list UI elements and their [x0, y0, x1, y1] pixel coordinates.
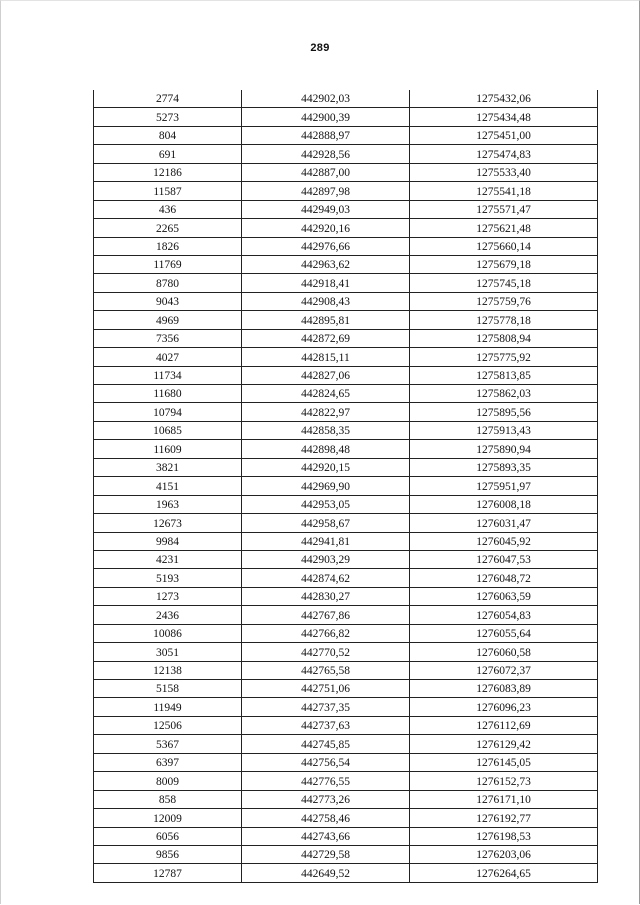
x-coordinate-cell: 442941,81 — [242, 532, 410, 550]
point-number-cell: 4027 — [94, 348, 242, 366]
table-row — [94, 569, 598, 587]
table-row — [94, 237, 598, 255]
x-coordinate-cell: 442918,41 — [242, 274, 410, 292]
point-number-cell: 10086 — [94, 624, 242, 642]
table-row — [94, 145, 598, 163]
table-row — [94, 661, 598, 679]
point-number-cell: 5193 — [94, 569, 242, 587]
point-number-cell: 11609 — [94, 440, 242, 458]
table-row — [94, 477, 598, 495]
point-number-cell: 12009 — [94, 809, 242, 827]
x-coordinate-cell: 442920,15 — [242, 458, 410, 476]
y-coordinate-cell: 1276198,53 — [410, 827, 598, 845]
table-row — [94, 827, 598, 845]
y-coordinate-cell: 1275813,85 — [410, 366, 598, 384]
table-row — [94, 421, 598, 439]
y-coordinate-cell: 1276112,69 — [410, 716, 598, 734]
table-row — [94, 587, 598, 605]
table-row — [94, 790, 598, 808]
point-number-cell: 11769 — [94, 255, 242, 273]
x-coordinate-cell: 442773,26 — [242, 790, 410, 808]
point-number-cell: 11734 — [94, 366, 242, 384]
point-number-cell: 1273 — [94, 587, 242, 605]
x-coordinate-cell: 442737,63 — [242, 716, 410, 734]
y-coordinate-cell: 1276145,05 — [410, 753, 598, 771]
y-coordinate-cell: 1276264,65 — [410, 864, 598, 882]
y-coordinate-cell: 1275571,47 — [410, 200, 598, 218]
x-coordinate-cell: 442649,52 — [242, 864, 410, 882]
table-row — [94, 385, 598, 403]
table-row — [94, 680, 598, 698]
y-coordinate-cell: 1276203,06 — [410, 845, 598, 863]
point-number-cell: 12186 — [94, 163, 242, 181]
y-coordinate-cell: 1275621,48 — [410, 219, 598, 237]
y-coordinate-cell: 1275474,83 — [410, 145, 598, 163]
x-coordinate-cell: 442815,11 — [242, 348, 410, 366]
table-row — [94, 200, 598, 218]
table-row — [94, 532, 598, 550]
x-coordinate-cell: 442822,97 — [242, 403, 410, 421]
y-coordinate-cell: 1275893,35 — [410, 458, 598, 476]
page-number: 289 — [310, 42, 330, 54]
point-number-cell: 8780 — [94, 274, 242, 292]
table-row — [94, 495, 598, 513]
table-row — [94, 772, 598, 790]
point-number-cell: 12138 — [94, 661, 242, 679]
y-coordinate-cell: 1276055,64 — [410, 624, 598, 642]
point-number-cell: 12673 — [94, 514, 242, 532]
x-coordinate-cell: 442888,97 — [242, 126, 410, 144]
point-number-cell: 8009 — [94, 772, 242, 790]
y-coordinate-cell: 1275451,00 — [410, 126, 598, 144]
table-row — [94, 753, 598, 771]
x-coordinate-cell: 442766,82 — [242, 624, 410, 642]
y-coordinate-cell: 1276031,47 — [410, 514, 598, 532]
y-coordinate-cell: 1275541,18 — [410, 182, 598, 200]
point-number-cell: 2265 — [94, 219, 242, 237]
x-coordinate-cell: 442908,43 — [242, 292, 410, 310]
table-row — [94, 366, 598, 384]
table-row — [94, 348, 598, 366]
y-coordinate-cell: 1275808,94 — [410, 329, 598, 347]
point-number-cell: 2774 — [94, 90, 242, 108]
table-row — [94, 864, 598, 882]
table-row — [94, 698, 598, 716]
point-number-cell: 9856 — [94, 845, 242, 863]
y-coordinate-cell: 1275895,56 — [410, 403, 598, 421]
x-coordinate-cell: 442900,39 — [242, 108, 410, 126]
x-coordinate-cell: 442776,55 — [242, 772, 410, 790]
x-coordinate-cell: 442751,06 — [242, 680, 410, 698]
point-number-cell: 5273 — [94, 108, 242, 126]
x-coordinate-cell: 442963,62 — [242, 255, 410, 273]
y-coordinate-cell: 1275890,94 — [410, 440, 598, 458]
x-coordinate-cell: 442969,90 — [242, 477, 410, 495]
table-row — [94, 716, 598, 734]
coordinates-table-body — [94, 90, 598, 882]
table-row — [94, 624, 598, 642]
point-number-cell: 4151 — [94, 477, 242, 495]
y-coordinate-cell: 1275778,18 — [410, 311, 598, 329]
point-number-cell: 5367 — [94, 735, 242, 753]
x-coordinate-cell: 442824,65 — [242, 385, 410, 403]
point-number-cell: 12506 — [94, 716, 242, 734]
y-coordinate-cell: 1276048,72 — [410, 569, 598, 587]
point-number-cell: 1826 — [94, 237, 242, 255]
y-coordinate-cell: 1275745,18 — [410, 274, 598, 292]
x-coordinate-cell: 442920,16 — [242, 219, 410, 237]
table-row — [94, 550, 598, 568]
point-number-cell: 9984 — [94, 532, 242, 550]
table-row — [94, 219, 598, 237]
x-coordinate-cell: 442830,27 — [242, 587, 410, 605]
y-coordinate-cell: 1276129,42 — [410, 735, 598, 753]
table-row — [94, 255, 598, 273]
point-number-cell: 4231 — [94, 550, 242, 568]
x-coordinate-cell: 442895,81 — [242, 311, 410, 329]
table-row — [94, 606, 598, 624]
point-number-cell: 3821 — [94, 458, 242, 476]
table-row — [94, 182, 598, 200]
table-row — [94, 311, 598, 329]
table-row — [94, 163, 598, 181]
table-row — [94, 643, 598, 661]
y-coordinate-cell: 1276072,37 — [410, 661, 598, 679]
y-coordinate-cell: 1275679,18 — [410, 255, 598, 273]
point-number-cell: 11949 — [94, 698, 242, 716]
y-coordinate-cell: 1276008,18 — [410, 495, 598, 513]
point-number-cell: 691 — [94, 145, 242, 163]
y-coordinate-cell: 1275951,97 — [410, 477, 598, 495]
y-coordinate-cell: 1275434,48 — [410, 108, 598, 126]
y-coordinate-cell: 1275759,76 — [410, 292, 598, 310]
x-coordinate-cell: 442872,69 — [242, 329, 410, 347]
point-number-cell: 10794 — [94, 403, 242, 421]
y-coordinate-cell: 1275913,43 — [410, 421, 598, 439]
point-number-cell: 436 — [94, 200, 242, 218]
x-coordinate-cell: 442902,03 — [242, 90, 410, 108]
x-coordinate-cell: 442756,54 — [242, 753, 410, 771]
table-row — [94, 458, 598, 476]
table-row — [94, 403, 598, 421]
point-number-cell: 11680 — [94, 385, 242, 403]
table-row — [94, 735, 598, 753]
x-coordinate-cell: 442745,85 — [242, 735, 410, 753]
table-row — [94, 126, 598, 144]
table-row — [94, 329, 598, 347]
table-row — [94, 845, 598, 863]
x-coordinate-cell: 442897,98 — [242, 182, 410, 200]
table-row — [94, 440, 598, 458]
point-number-cell: 3051 — [94, 643, 242, 661]
point-number-cell: 7356 — [94, 329, 242, 347]
y-coordinate-cell: 1275862,03 — [410, 385, 598, 403]
point-number-cell: 858 — [94, 790, 242, 808]
x-coordinate-cell: 442767,86 — [242, 606, 410, 624]
table-row — [94, 809, 598, 827]
x-coordinate-cell: 442976,66 — [242, 237, 410, 255]
point-number-cell: 2436 — [94, 606, 242, 624]
y-coordinate-cell: 1276054,83 — [410, 606, 598, 624]
x-coordinate-cell: 442758,46 — [242, 809, 410, 827]
point-number-cell: 6397 — [94, 753, 242, 771]
y-coordinate-cell: 1276096,23 — [410, 698, 598, 716]
x-coordinate-cell: 442858,35 — [242, 421, 410, 439]
x-coordinate-cell: 442737,35 — [242, 698, 410, 716]
table-row — [94, 514, 598, 532]
x-coordinate-cell: 442949,03 — [242, 200, 410, 218]
table-row — [94, 292, 598, 310]
x-coordinate-cell: 442898,48 — [242, 440, 410, 458]
y-coordinate-cell: 1275775,92 — [410, 348, 598, 366]
x-coordinate-cell: 442874,62 — [242, 569, 410, 587]
y-coordinate-cell: 1276045,92 — [410, 532, 598, 550]
table-row — [94, 274, 598, 292]
y-coordinate-cell: 1276060,58 — [410, 643, 598, 661]
coordinates-table — [93, 90, 598, 883]
y-coordinate-cell: 1276047,53 — [410, 550, 598, 568]
y-coordinate-cell: 1276171,10 — [410, 790, 598, 808]
y-coordinate-cell: 1276192,77 — [410, 809, 598, 827]
point-number-cell: 12787 — [94, 864, 242, 882]
x-coordinate-cell: 442887,00 — [242, 163, 410, 181]
point-number-cell: 9043 — [94, 292, 242, 310]
x-coordinate-cell: 442953,05 — [242, 495, 410, 513]
x-coordinate-cell: 442827,06 — [242, 366, 410, 384]
y-coordinate-cell: 1276063,59 — [410, 587, 598, 605]
x-coordinate-cell: 442729,58 — [242, 845, 410, 863]
point-number-cell: 5158 — [94, 680, 242, 698]
x-coordinate-cell: 442770,52 — [242, 643, 410, 661]
point-number-cell: 1963 — [94, 495, 242, 513]
y-coordinate-cell: 1275533,40 — [410, 163, 598, 181]
table-row — [94, 90, 598, 108]
x-coordinate-cell: 442765,58 — [242, 661, 410, 679]
point-number-cell: 11587 — [94, 182, 242, 200]
point-number-cell: 10685 — [94, 421, 242, 439]
y-coordinate-cell: 1276083,89 — [410, 680, 598, 698]
x-coordinate-cell: 442743,66 — [242, 827, 410, 845]
table-row — [94, 108, 598, 126]
x-coordinate-cell: 442928,56 — [242, 145, 410, 163]
y-coordinate-cell: 1275432,06 — [410, 90, 598, 108]
y-coordinate-cell: 1276152,73 — [410, 772, 598, 790]
x-coordinate-cell: 442903,29 — [242, 550, 410, 568]
y-coordinate-cell: 1275660,14 — [410, 237, 598, 255]
x-coordinate-cell: 442958,67 — [242, 514, 410, 532]
point-number-cell: 4969 — [94, 311, 242, 329]
point-number-cell: 804 — [94, 126, 242, 144]
point-number-cell: 6056 — [94, 827, 242, 845]
